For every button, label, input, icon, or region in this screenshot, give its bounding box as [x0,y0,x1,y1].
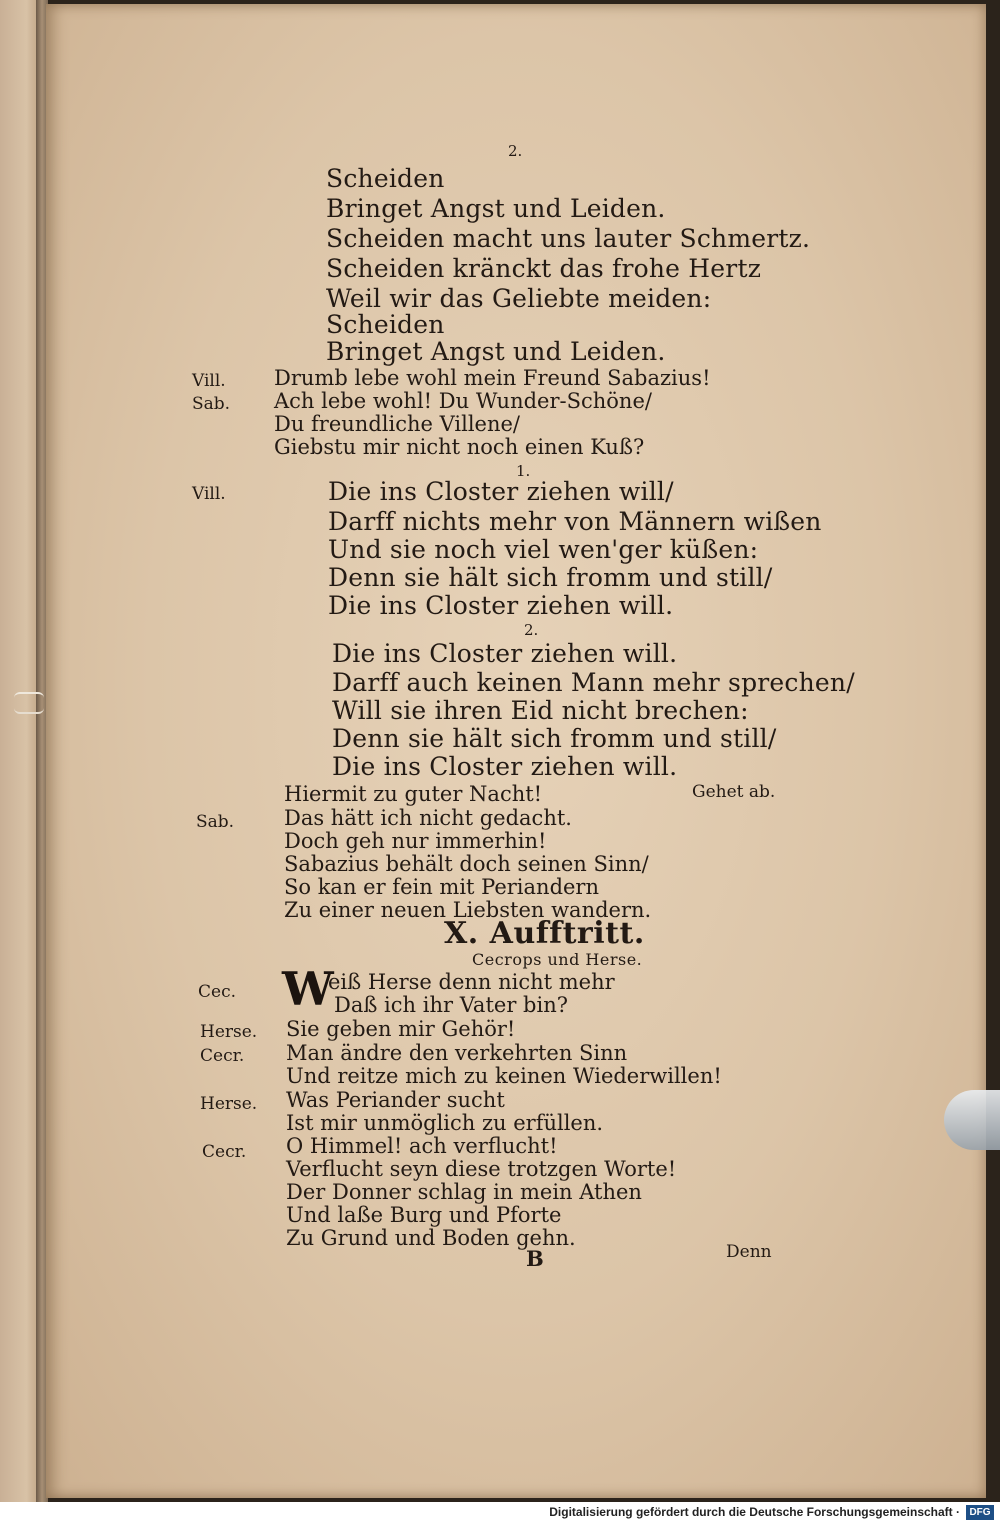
page-number: 2. [508,142,523,160]
dialogue-line: Ist mir unmöglich zu erfüllen. [286,1111,604,1135]
dialogue-line: Zu einer neuen Liebsten wandern. [284,898,652,922]
song1-line: Scheiden macht uns lauter Schmertz. [326,224,811,253]
dfg-logo[interactable]: DFG [966,1505,994,1520]
dialogue-line: Doch geh nur immerhin! [284,829,547,853]
page-clip [944,1090,1000,1150]
dialogue-line: Giebstu mir nicht noch einen Kuß? [274,435,645,459]
speaker-label: Herse. [200,1022,258,1042]
speaker-label: Vill. [192,371,226,391]
speaker-label: Cec. [198,982,236,1002]
dialogue-line: Und laße Burg und Pforte [286,1203,562,1227]
dialogue-line: Sie geben mir Gehör! [286,1017,516,1041]
song2-line: Darff nichts mehr von Männern wißen [328,507,822,536]
scene-heading: X. Aufftritt. [444,916,645,951]
song2-line: Darff auch keinen Mann mehr sprechen/ [332,668,855,697]
stage-direction: Gehet ab. [692,782,776,802]
song2-line: Denn sie hält sich fromm und still/ [332,724,777,753]
dialogue-line: Du freundliche Villene/ [274,412,520,436]
verse-number: 2. [524,621,539,639]
speaker-label: Sab. [192,394,231,414]
dialogue-line: Zu Grund und Boden gehn. [286,1226,576,1250]
song1-line: Bringet Angst und Leiden. [326,337,666,366]
dialogue-line: So kan er fein mit Periandern [284,875,599,899]
dialogue-line: Verflucht seyn diese trotzgen Worte! [286,1157,677,1181]
song2-line: Die ins Closter ziehen will/ [328,477,674,506]
dialogue-line: Ach lebe wohl! Du Wunder-Schöne/ [274,389,652,413]
dialogue-line: Der Donner schlag in mein Athen [286,1180,642,1204]
document-page [46,4,986,1498]
dialogue-line: Man ändre den verkehrten Sinn [286,1041,628,1065]
dialogue-line: O Himmel! ach verflucht! [286,1134,558,1158]
song2-line: Die ins Closter ziehen will. [332,639,678,668]
song2-line: Die ins Closter ziehen will. [332,752,678,781]
song1-line: Scheiden [326,310,445,339]
dialogue-line: eiß Herse denn nicht mehr [328,970,615,994]
dialogue-line: Drumb lebe wohl mein Freund Sabazius! [274,366,711,390]
song1-line: Scheiden [326,164,445,193]
catchword: Denn [726,1242,772,1262]
song1-line: Bringet Angst und Leiden. [326,194,666,223]
signature-mark: B [526,1246,544,1271]
speaker-label: Vill. [192,484,226,504]
drop-initial: W [282,962,334,1016]
speaker-label: Cecr. [202,1142,247,1162]
speaker-label: Sab. [196,812,235,832]
song2-line: Die ins Closter ziehen will. [328,591,674,620]
song2-line: Will sie ihren Eid nicht brechen: [332,696,749,725]
scene-cast: Cecrops und Herse. [472,950,643,969]
dialogue-line: Das hätt ich nicht gedacht. [284,806,572,830]
footer-credit: Digitalisierung gefördert durch die Deutsche Forschungsgemeinschaft · [549,1505,960,1519]
song2-line: Und sie noch viel wen'ger küßen: [328,535,759,564]
dialogue-line: Was Periander sucht [286,1088,505,1112]
dialogue-line: Und reitze mich zu keinen Wiederwillen! [286,1064,722,1088]
verse-number: 1. [516,462,531,480]
dialogue-line: Hiermit zu guter Nacht! [284,782,543,806]
speaker-label: Herse. [200,1094,258,1114]
speaker-label: Cecr. [200,1046,245,1066]
song1-line: Weil wir das Geliebte meiden: [326,284,712,313]
song2-line: Denn sie hält sich fromm und still/ [328,563,773,592]
dialogue-line: Daß ich ihr Vater bin? [334,993,568,1017]
footer-bar [0,1502,1000,1524]
dialogue-line: Sabazius behält doch seinen Sinn/ [284,852,649,876]
song1-line: Scheiden kränckt das frohe Hertz [326,254,762,283]
binding-thread [14,692,44,714]
